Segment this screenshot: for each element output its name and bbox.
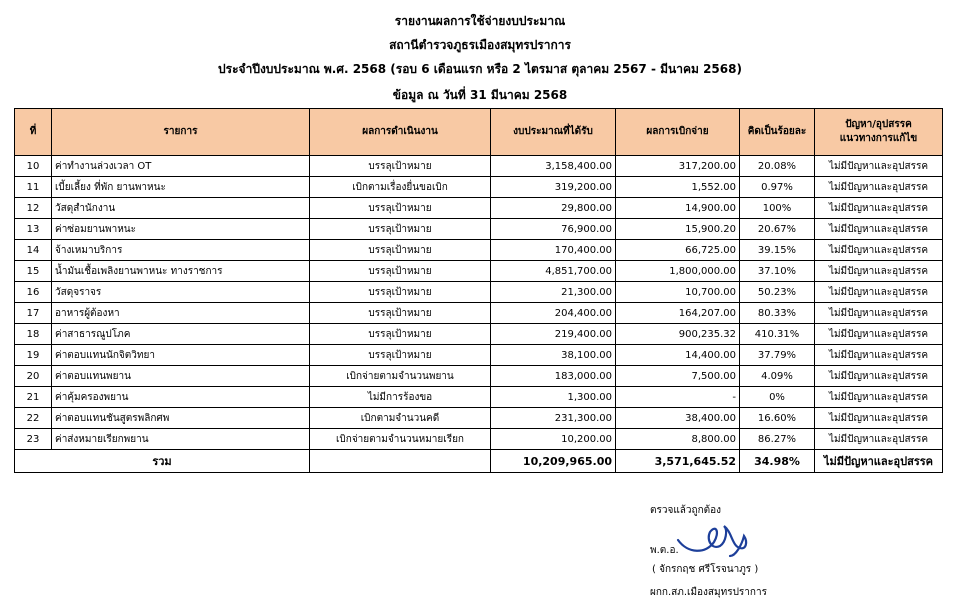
signer-rank: พ.ต.อ. [650, 545, 679, 556]
cell-result: บรรลุเป้าหมาย [310, 219, 491, 240]
data-date: ข้อมูล ณ วันที่ 31 มีนาคม 2568 [392, 88, 568, 102]
cell-percent: 37.10% [740, 261, 815, 282]
cell-budget: 21,300.00 [491, 282, 616, 303]
cell-no: 11 [15, 177, 52, 198]
cell-percent: 50.23% [740, 282, 815, 303]
total-problem: ไม่มีปัญหาและอุปสรรค [815, 450, 943, 473]
signature-image [672, 516, 754, 558]
table-row [15, 177, 943, 198]
cell-result: บรรลุเป้าหมาย [310, 324, 491, 345]
table-row [15, 261, 943, 282]
cell-problem: ไม่มีปัญหาและอุปสรรค [815, 261, 943, 282]
cell-spent: 1,552.00 [616, 177, 740, 198]
cell-percent: 86.27% [740, 429, 815, 450]
cell-spent: 10,700.00 [616, 282, 740, 303]
cell-budget: 183,000.00 [491, 366, 616, 387]
cell-spent: 14,900.00 [616, 198, 740, 219]
col-header-result: ผลการดำเนินงาน [310, 109, 491, 156]
cell-no: 20 [15, 366, 52, 387]
cell-result: ไม่มีการร้องขอ [310, 387, 491, 408]
cell-budget: 76,900.00 [491, 219, 616, 240]
cell-item: ค่าสาธารณูปโภค [52, 324, 310, 345]
cell-item: ค่าตอบแทนพยาน [52, 366, 310, 387]
cell-no: 18 [15, 324, 52, 345]
cell-problem: ไม่มีปัญหาและอุปสรรค [815, 408, 943, 429]
cell-problem: ไม่มีปัญหาและอุปสรรค [815, 345, 943, 366]
cell-result: บรรลุเป้าหมาย [310, 261, 491, 282]
cell-item: วัสดุจราจร [52, 282, 310, 303]
table-row [15, 156, 943, 177]
cell-problem: ไม่มีปัญหาและอุปสรรค [815, 219, 943, 240]
cell-result: บรรลุเป้าหมาย [310, 156, 491, 177]
cell-item: จ้างเหมาบริการ [52, 240, 310, 261]
signer-name: ( จักรกฤช ศรีโรจนาภูร ) [652, 564, 759, 575]
table-row [15, 303, 943, 324]
col-header-spent: ผลการเบิกจ่าย [616, 109, 740, 156]
cell-no: 12 [15, 198, 52, 219]
cell-budget: 1,300.00 [491, 387, 616, 408]
cell-item: ค่าตอบแทนชันสูตรพลิกศพ [52, 408, 310, 429]
budget-table [14, 108, 943, 473]
cell-result: บรรลุเป้าหมาย [310, 303, 491, 324]
cell-percent: 20.67% [740, 219, 815, 240]
cell-item: วัสดุสำนักงาน [52, 198, 310, 219]
cell-no: 10 [15, 156, 52, 177]
cell-spent: 900,235.32 [616, 324, 740, 345]
cell-percent: 20.08% [740, 156, 815, 177]
cell-result: เบิกตามเรื่องยื่นขอเบิก [310, 177, 491, 198]
cell-problem: ไม่มีปัญหาและอุปสรรค [815, 282, 943, 303]
cell-result: เบิกตามจำนวนคดี [310, 408, 491, 429]
cell-item: น้ำมันเชื้อเพลิงยานพาหนะ ทางราชการ [52, 261, 310, 282]
cell-spent: 66,725.00 [616, 240, 740, 261]
cell-spent: 38,400.00 [616, 408, 740, 429]
cell-problem: ไม่มีปัญหาและอุปสรรค [815, 387, 943, 408]
cell-problem: ไม่มีปัญหาและอุปสรรค [815, 240, 943, 261]
cell-percent: 410.31% [740, 324, 815, 345]
cell-result: บรรลุเป้าหมาย [310, 240, 491, 261]
cell-percent: 0.97% [740, 177, 815, 198]
cell-no: 17 [15, 303, 52, 324]
cell-no: 16 [15, 282, 52, 303]
cell-no: 22 [15, 408, 52, 429]
table-row [15, 324, 943, 345]
cell-percent: 80.33% [740, 303, 815, 324]
table-row [15, 387, 943, 408]
table-row [15, 429, 943, 450]
cell-budget: 3,158,400.00 [491, 156, 616, 177]
cell-problem: ไม่มีปัญหาและอุปสรรค [815, 429, 943, 450]
cell-result: บรรลุเป้าหมาย [310, 345, 491, 366]
total-empty-cell [310, 450, 491, 473]
cell-item: เบี้ยเลี้ยง ที่พัก ยานพาหนะ [52, 177, 310, 198]
cell-budget: 204,400.00 [491, 303, 616, 324]
cell-item: ค่าทำงานล่วงเวลา OT [52, 156, 310, 177]
cell-problem: ไม่มีปัญหาและอุปสรรค [815, 366, 943, 387]
cell-item: ค่าซ่อมยานพาหนะ [52, 219, 310, 240]
cell-problem: ไม่มีปัญหาและอุปสรรค [815, 198, 943, 219]
col-header-budget: งบประมาณที่ได้รับ [491, 109, 616, 156]
cell-budget: 170,400.00 [491, 240, 616, 261]
table-row [15, 408, 943, 429]
cell-percent: 39.15% [740, 240, 815, 261]
cell-item: ค่าคุ้มครองพยาน [52, 387, 310, 408]
cell-budget: 231,300.00 [491, 408, 616, 429]
cell-no: 13 [15, 219, 52, 240]
cell-spent: 8,800.00 [616, 429, 740, 450]
cell-spent: 7,500.00 [616, 366, 740, 387]
total-label: รวม [15, 450, 310, 473]
cell-problem: ไม่มีปัญหาและอุปสรรค [815, 324, 943, 345]
cell-budget: 219,400.00 [491, 324, 616, 345]
report-title: รายงานผลการใช้จ่ายงบประมาณ [394, 14, 566, 28]
cell-percent: 100% [740, 198, 815, 219]
cell-problem: ไม่มีปัญหาและอุปสรรค [815, 303, 943, 324]
table-row [15, 219, 943, 240]
table-row [15, 282, 943, 303]
cell-result: บรรลุเป้าหมาย [310, 198, 491, 219]
cell-item: ค่าตอบแทนนักจิตวิทยา [52, 345, 310, 366]
cell-percent: 0% [740, 387, 815, 408]
cell-result: เบิกจ่ายตามจำนวนหมายเรียก [310, 429, 491, 450]
signer-office: ผกก.สภ.เมืองสมุทรปราการ [650, 587, 767, 598]
cell-spent: 317,200.00 [616, 156, 740, 177]
table-row [15, 366, 943, 387]
cell-no: 15 [15, 261, 52, 282]
station-name: สถานีตำรวจภูธรเมืองสมุทรปราการ [389, 38, 571, 52]
table-row [15, 240, 943, 261]
total-spent: 3,571,645.52 [616, 450, 740, 473]
cell-item: ค่าส่งหมายเรียกพยาน [52, 429, 310, 450]
cell-spent: 15,900.20 [616, 219, 740, 240]
cell-percent: 37.79% [740, 345, 815, 366]
fiscal-period: ประจำปีงบประมาณ พ.ศ. 2568 (รอบ 6 เดือนแรก หรือ 2 ไตรมาส ตุลาคม 2567 - มีนาคม 2568) [218, 62, 742, 76]
cell-budget: 319,200.00 [491, 177, 616, 198]
table-row [15, 345, 943, 366]
cell-item: อาหารผู้ต้องหา [52, 303, 310, 324]
cell-spent: - [616, 387, 740, 408]
table-row [15, 198, 943, 219]
cell-percent: 16.60% [740, 408, 815, 429]
col-header-item: รายการ [52, 109, 310, 156]
cell-budget: 29,800.00 [491, 198, 616, 219]
cell-result: เบิกจ่ายตามจำนวนพยาน [310, 366, 491, 387]
total-row [15, 450, 943, 473]
cell-no: 23 [15, 429, 52, 450]
cell-no: 21 [15, 387, 52, 408]
col-header-percent: คิดเป็นร้อยละ [740, 109, 815, 156]
total-percent: 34.98% [740, 450, 815, 473]
cell-spent: 164,207.00 [616, 303, 740, 324]
cell-result: บรรลุเป้าหมาย [310, 282, 491, 303]
cell-percent: 4.09% [740, 366, 815, 387]
col-header-problem: ปัญหา/อุปสรรค แนวทางการแก้ไข [815, 109, 943, 156]
verified-note: ตรวจแล้วถูกต้อง [650, 505, 722, 516]
cell-problem: ไม่มีปัญหาและอุปสรรค [815, 177, 943, 198]
cell-spent: 1,800,000.00 [616, 261, 740, 282]
cell-budget: 38,100.00 [491, 345, 616, 366]
cell-spent: 14,400.00 [616, 345, 740, 366]
cell-no: 14 [15, 240, 52, 261]
cell-problem: ไม่มีปัญหาและอุปสรรค [815, 156, 943, 177]
cell-budget: 4,851,700.00 [491, 261, 616, 282]
total-budget: 10,209,965.00 [491, 450, 616, 473]
cell-no: 19 [15, 345, 52, 366]
cell-budget: 10,200.00 [491, 429, 616, 450]
table-header-row [15, 109, 943, 156]
col-header-no: ที่ [15, 109, 52, 156]
